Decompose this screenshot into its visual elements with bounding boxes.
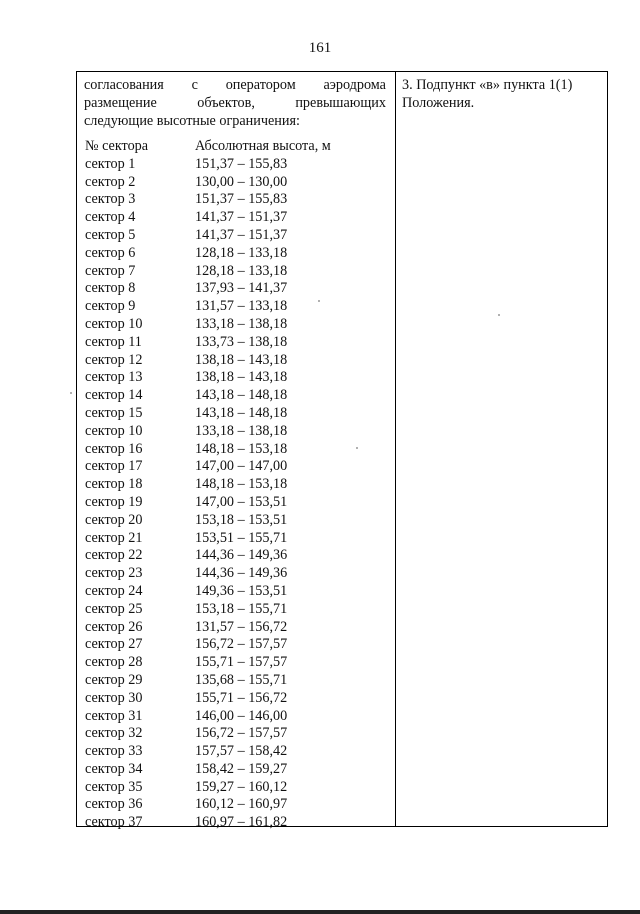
height-range-cell: 144,36 – 149,36: [195, 547, 288, 564]
height-range-cell: 156,72 – 157,57: [195, 725, 288, 742]
sector-name-cell: сектор 4: [85, 209, 136, 226]
page-number: 161: [308, 40, 332, 56]
table-row: [85, 156, 331, 174]
left-cell-text: [84, 76, 386, 130]
sector-name-cell: сектор 1: [85, 155, 136, 172]
word: объектов,: [197, 95, 255, 111]
sector-name-cell: сектор 16: [85, 440, 143, 457]
height-range-cell: 141,37 – 151,37: [195, 209, 288, 226]
sector-name-cell: сектор 11: [85, 333, 142, 350]
table-row: [85, 227, 331, 245]
height-range-cell: 153,18 – 155,71: [195, 600, 288, 617]
sector-name-cell: сектор 28: [85, 654, 143, 671]
height-range-cell: 133,73 – 138,18: [195, 333, 288, 350]
height-range-cell: 156,72 – 157,57: [195, 636, 288, 653]
table-row: [85, 298, 331, 316]
sector-name-cell: сектор 18: [85, 476, 143, 493]
height-range-cell: 135,68 – 155,71: [195, 671, 288, 688]
sector-name-cell: сектор 26: [85, 618, 143, 635]
table-row: [85, 387, 331, 405]
height-range-cell: 133,18 – 138,18: [195, 315, 288, 332]
sector-name-cell: сектор 22: [85, 547, 143, 564]
scan-speck: [498, 314, 500, 316]
table-row: [85, 263, 331, 281]
sector-rows: [85, 156, 331, 832]
table-row: [85, 636, 331, 654]
height-range-cell: 160,12 – 160,97: [195, 796, 288, 813]
height-range-cell: 143,18 – 148,18: [195, 404, 288, 421]
header-sector-number: № сектора: [85, 138, 149, 154]
scan-speck: [318, 300, 320, 302]
sector-height-table: [85, 138, 331, 832]
table-row: [85, 494, 331, 512]
table-header-row: [85, 138, 331, 156]
sector-name-cell: сектор 29: [85, 671, 143, 688]
height-range-cell: 157,57 – 158,42: [195, 743, 288, 760]
height-range-cell: 141,37 – 151,37: [195, 226, 288, 243]
height-range-cell: 147,00 – 153,51: [195, 493, 288, 510]
table-row: [85, 672, 331, 690]
table-row: [85, 369, 331, 387]
height-range-cell: 133,18 – 138,18: [195, 422, 288, 439]
table-row: [85, 530, 331, 548]
height-range-cell: 155,71 – 156,72: [195, 689, 288, 706]
header-absolute-height: Абсолютная высота, м: [195, 138, 331, 154]
sector-name-cell: сектор 10: [85, 315, 143, 332]
word: оператором: [225, 77, 296, 93]
sector-name-cell: сектор 15: [85, 404, 143, 421]
table-row: [85, 743, 331, 761]
sector-name-cell: сектор 21: [85, 529, 143, 546]
left-cell-line-2: [84, 94, 386, 112]
table-row: [85, 476, 331, 494]
table-row: [85, 174, 331, 192]
height-range-cell: 155,71 – 157,57: [195, 654, 288, 671]
sector-name-cell: сектор 8: [85, 280, 136, 297]
height-range-cell: 138,18 – 143,18: [195, 369, 288, 386]
scan-speck: [70, 392, 72, 394]
sector-name-cell: сектор 19: [85, 493, 143, 510]
sector-name-cell: сектор 36: [85, 796, 143, 813]
table-row: [85, 619, 331, 637]
table-row: [85, 245, 331, 263]
sector-name-cell: сектор 3: [85, 191, 136, 208]
sector-name-cell: сектор 27: [85, 636, 143, 653]
sector-name-cell: сектор 31: [85, 707, 143, 724]
table-row: [85, 191, 331, 209]
table-row: [85, 458, 331, 476]
table-row: [85, 761, 331, 779]
word: аэродрома: [323, 77, 386, 93]
left-cell-line-1: [84, 76, 386, 94]
height-range-cell: 160,97 – 161,82: [195, 814, 288, 831]
table-row: [85, 405, 331, 423]
right-cell-line-1: 3. Подпункт «в» пункта 1(1): [402, 77, 573, 93]
table-row: [85, 423, 331, 441]
right-cell-line-2: Положения.: [402, 95, 475, 111]
sector-name-cell: сектор 13: [85, 369, 143, 386]
height-range-cell: 130,00 – 130,00: [195, 173, 288, 190]
sector-name-cell: сектор 35: [85, 778, 143, 795]
table-row: [85, 565, 331, 583]
height-range-cell: 153,18 – 153,51: [195, 511, 288, 528]
table-row: [85, 441, 331, 459]
height-range-cell: 147,00 – 147,00: [195, 458, 288, 475]
table-row: [85, 547, 331, 565]
word: с: [191, 77, 198, 93]
height-range-cell: 131,57 – 156,72: [195, 618, 288, 635]
sector-name-cell: сектор 10: [85, 422, 143, 439]
height-range-cell: 151,37 – 155,83: [195, 191, 288, 208]
word: согласования: [84, 77, 164, 93]
height-range-cell: 131,57 – 133,18: [195, 298, 288, 315]
table-row: [85, 814, 331, 832]
sector-name-cell: сектор 23: [85, 565, 143, 582]
table-row: [85, 209, 331, 227]
table-row: [85, 601, 331, 619]
sector-name-cell: сектор 9: [85, 298, 136, 315]
right-cell-text: [402, 76, 602, 112]
table-row: [85, 779, 331, 797]
height-range-cell: 148,18 – 153,18: [195, 476, 288, 493]
sector-name-cell: сектор 7: [85, 262, 136, 279]
table-row: [85, 512, 331, 530]
scan-speck: [356, 447, 358, 449]
scan-bottom-edge: [0, 910, 640, 914]
sector-name-cell: сектор 5: [85, 226, 136, 243]
sector-name-cell: сектор 2: [85, 173, 136, 190]
height-range-cell: 153,51 – 155,71: [195, 529, 288, 546]
sector-name-cell: сектор 25: [85, 600, 143, 617]
column-divider: [395, 72, 396, 826]
height-range-cell: 144,36 – 149,36: [195, 565, 288, 582]
height-range-cell: 128,18 – 133,18: [195, 244, 288, 261]
sector-name-cell: сектор 37: [85, 814, 143, 831]
height-range-cell: 148,18 – 153,18: [195, 440, 288, 457]
word: размещение: [84, 95, 157, 111]
height-range-cell: 151,37 – 155,83: [195, 155, 288, 172]
height-range-cell: 137,93 – 141,37: [195, 280, 288, 297]
sector-name-cell: сектор 33: [85, 743, 143, 760]
table-row: [85, 280, 331, 298]
sector-name-cell: сектор 17: [85, 458, 143, 475]
table-row: [85, 796, 331, 814]
sector-name-cell: сектор 32: [85, 725, 143, 742]
sector-name-cell: сектор 6: [85, 244, 136, 261]
sector-name-cell: сектор 30: [85, 689, 143, 706]
table-row: [85, 690, 331, 708]
sector-name-cell: сектор 12: [85, 351, 143, 368]
height-range-cell: 149,36 – 153,51: [195, 582, 288, 599]
height-range-cell: 128,18 – 133,18: [195, 262, 288, 279]
height-range-cell: 143,18 – 148,18: [195, 387, 288, 404]
height-range-cell: 158,42 – 159,27: [195, 760, 288, 777]
height-range-cell: 138,18 – 143,18: [195, 351, 288, 368]
word: превышающих: [295, 95, 386, 111]
sector-name-cell: сектор 24: [85, 582, 143, 599]
table-row: [85, 352, 331, 370]
left-cell-line-3: следующие высотные ограничения:: [84, 113, 300, 129]
table-row: [85, 725, 331, 743]
height-range-cell: 146,00 – 146,00: [195, 707, 288, 724]
table-row: [85, 316, 331, 334]
sector-name-cell: сектор 34: [85, 760, 143, 777]
sector-name-cell: сектор 14: [85, 387, 143, 404]
sector-name-cell: сектор 20: [85, 511, 143, 528]
table-row: [85, 334, 331, 352]
table-row: [85, 708, 331, 726]
document-table: [76, 71, 608, 831]
height-range-cell: 159,27 – 160,12: [195, 778, 288, 795]
table-row: [85, 583, 331, 601]
table-row: [85, 654, 331, 672]
